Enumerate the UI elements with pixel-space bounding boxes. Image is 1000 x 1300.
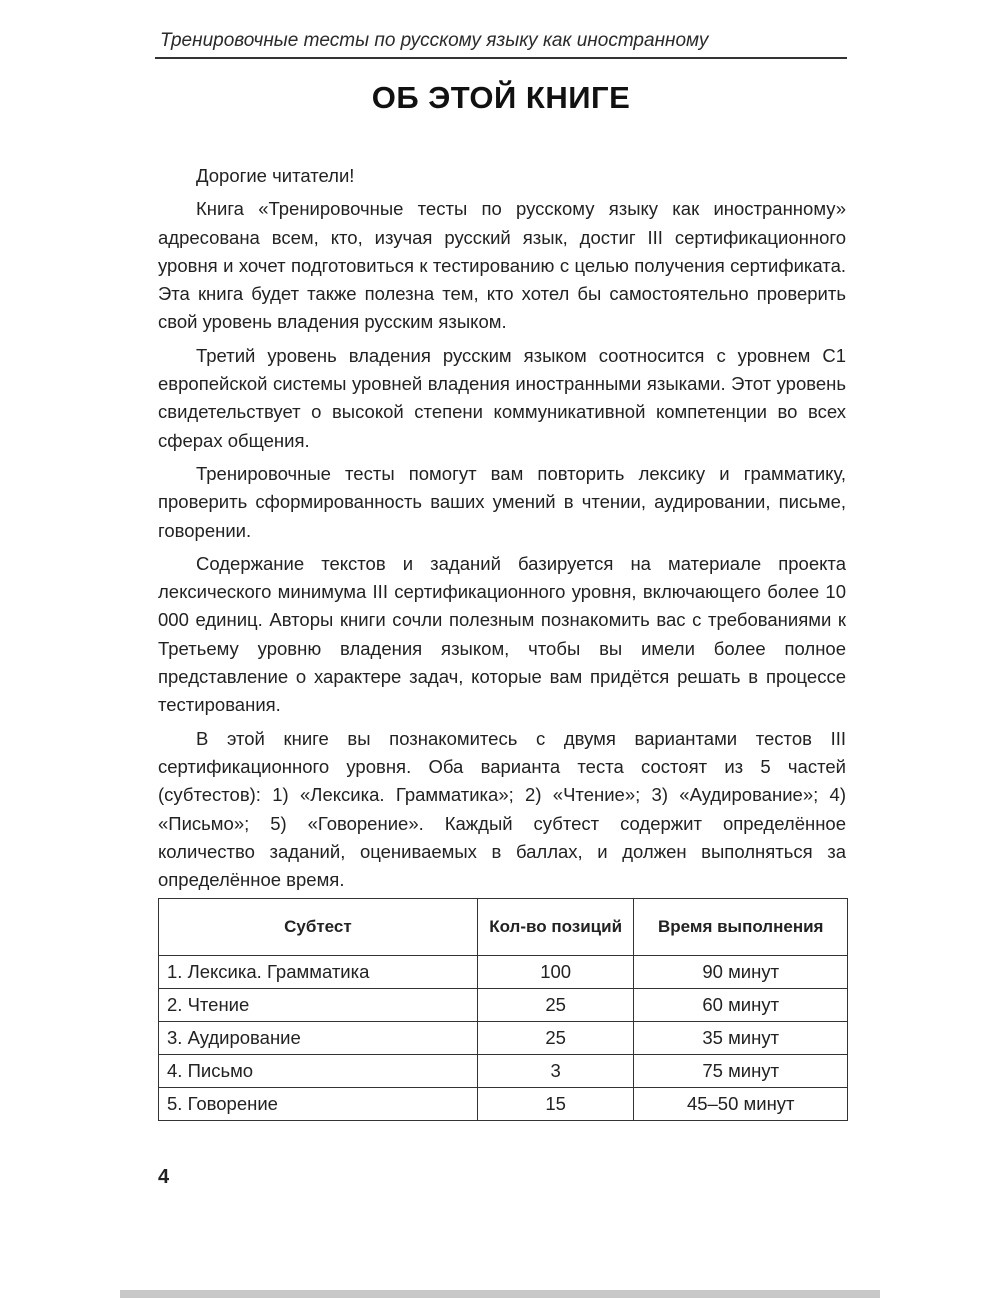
running-head: Тренировочные тесты по русскому языку как иностранному: [160, 30, 709, 51]
subtest-count: 100: [477, 956, 634, 989]
subtest-time: 45–50 минут: [634, 1088, 848, 1121]
bottom-divider: [120, 1290, 880, 1298]
table-row: [159, 1022, 848, 1055]
table-row: [159, 989, 848, 1022]
subtest-name: 1. Лексика. Грамматика: [159, 956, 478, 989]
table-header-row: [159, 899, 848, 956]
table-row: [159, 956, 848, 989]
subtest-count: 3: [477, 1055, 634, 1088]
paragraph: В этой книге вы познакомитесь с двумя вариантами тестов III сертификационного уровня. Оба варианта теста состоят из 5 частей (субтестов): 1) «Лексика. Грамматика»; 2) «Чтение»; 3) «Аудирование»; 4) «Письмо»; 5) «Говорение». Каждый субтест содержит определённое количество заданий, оцениваемых в баллах, и должен выполняться за определённое время.: [158, 727, 846, 891]
paragraph: Книга «Тренировочные тесты по русскому языку как иностранному» адресована всем, кто, изучая русский язык, достиг III сертификационного уровня и хочет подготовиться к тестированию с целью получения сертификата. Эта книга будет также полезна тем, кто хотел бы самостоятельно проверить свой уровень владения русским языком.: [158, 198, 846, 333]
page-title: ОБ ЭТОЙ КНИГЕ: [371, 80, 631, 115]
subtest-time: 75 минут: [634, 1055, 848, 1088]
page-number: 4: [158, 1166, 170, 1188]
subtest-name: 5. Говорение: [159, 1088, 478, 1121]
subtest-count: 25: [477, 1022, 634, 1055]
header-time: Время выполнения: [634, 899, 848, 956]
subtest-name: 3. Аудирование: [159, 1022, 478, 1055]
subtest-time: 35 минут: [634, 1022, 848, 1055]
subtest-time: 60 минут: [634, 989, 848, 1022]
subtest-time: 90 минут: [634, 956, 848, 989]
subtest-count: 25: [477, 989, 634, 1022]
table-row: [159, 1088, 848, 1121]
body-text: [158, 162, 846, 894]
header-subtest: Субтест: [159, 899, 478, 956]
header-count: Кол-во позиций: [477, 899, 634, 956]
greeting-paragraph: Дорогие читатели!: [196, 165, 355, 186]
table-row: [159, 1055, 848, 1088]
paragraph: Третий уровень владения русским языком соотносится с уровнем С1 европейской системы уровней владения иностранными языками. Этот уровень свидетельствует о высокой степени коммуникативной компетенции во всех сферах общения.: [158, 344, 846, 451]
subtest-name: 2. Чтение: [159, 989, 478, 1022]
subtest-count: 15: [477, 1088, 634, 1121]
paragraph: Тренировочные тесты помогут вам повторить лексику и грамматику, проверить сформированность ваших умений в чтении, аудировании, письме, говорении.: [158, 462, 846, 541]
subtest-name: 4. Письмо: [159, 1055, 478, 1088]
paragraph: Содержание текстов и заданий базируется на материале проекта лексического минимума III сертификационного уровня, включающего более 10 000 единиц. Авторы книги сочли полезным познакомить вас с требованиями к Третьему уровню владения языком, чтобы вы имели более полное представление о характере задач, которые вам придётся решать в процессе тестирования.: [158, 552, 846, 716]
subtests-table: [158, 898, 848, 1121]
header-rule: [155, 57, 847, 59]
